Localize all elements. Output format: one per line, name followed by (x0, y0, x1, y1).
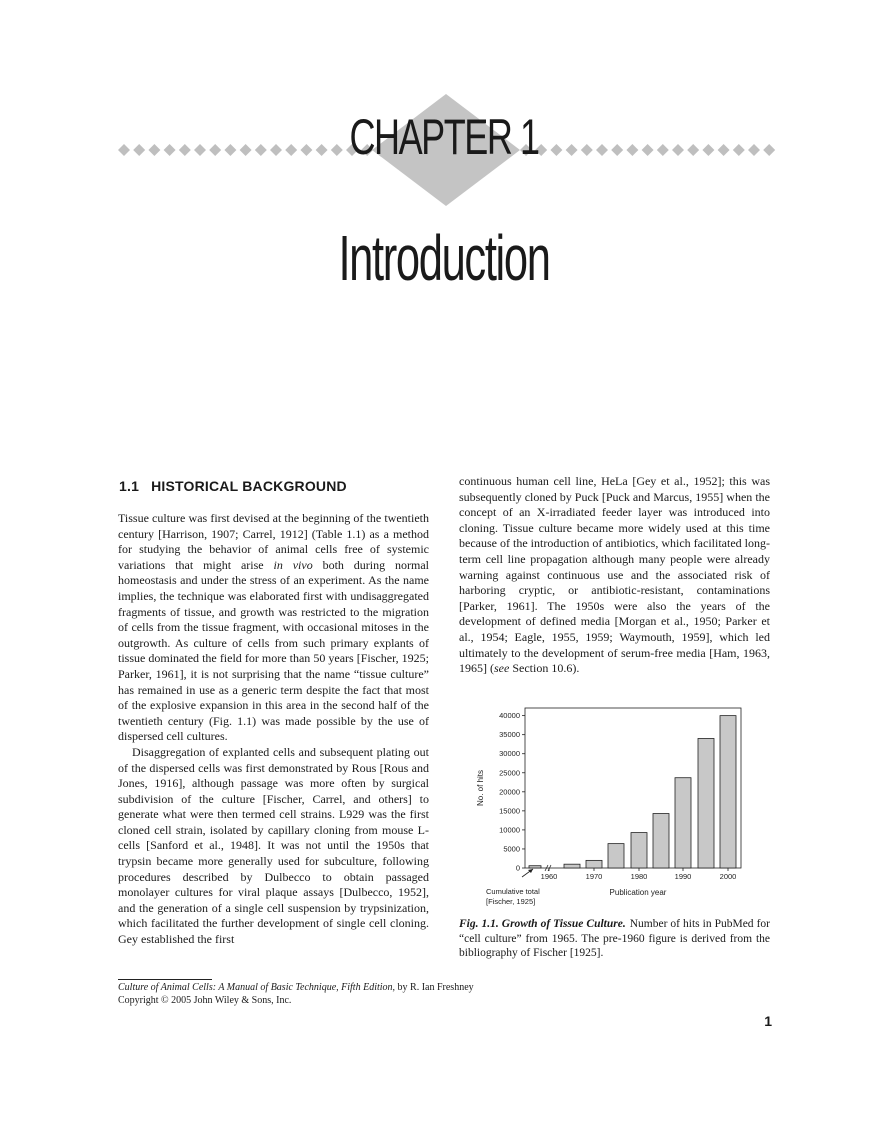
figure-caption-text: Number of hits in PubMed for “cell culture” from 1965. The pre-1960 figure is derived from the bibliography of Fischer [1925]. (459, 918, 770, 959)
y-tick-label: 10000 (499, 825, 520, 835)
y-tick-label: 25000 (499, 768, 520, 778)
x-tick-label: 1980 (630, 872, 648, 881)
right-column (459, 474, 770, 677)
x-tick-label: 1960 (540, 872, 558, 881)
chapter-label: CHAPTER 1 (349, 109, 539, 165)
figure-1-1-chart (473, 702, 773, 917)
y-tick-label: 15000 (499, 806, 520, 816)
x-tick-label: 1970 (585, 872, 603, 881)
annotation-line: Cumulative total (486, 887, 540, 896)
figure-label: Fig. 1.1. Growth of Tissue Culture. (459, 918, 626, 930)
y-tick-label: 20000 (499, 787, 520, 797)
section-heading (119, 478, 347, 494)
footnote-rule (118, 979, 212, 980)
chapter-title: Introduction (338, 222, 550, 294)
figure-caption (459, 917, 770, 961)
y-tick-label: 30000 (499, 749, 520, 759)
bar (586, 860, 602, 868)
bar (720, 716, 736, 868)
x-tick-label: 1990 (674, 872, 692, 881)
paragraph: continuous human cell line, HeLa [Gey et al., 1952]; this was subsequently cloned by Puck [Puck and Marcus, 1955] when the concept of an X-irradiated feeder layer was introduced into cloning. Tissue culture became more widely used at this time because of the introduction of antibiotics, which facilitated long-term cell line propagation although many people were already warning against continuous use and the associated risk of harboring cryptic, or antibiotic-resistant, contaminations [Parker, 1961]. The 1950s were also the years of the development of defined media [Morgan et al., 1950; Parker et al., 1954; Eagle, 1955, 1959; Waymouth, 1959], which led ultimately to the development of serum-free media [Ham, 1963, 1965] (see Section 10.6). (459, 474, 770, 676)
book-title: Culture of Animal Cells: A Manual of Basic Technique, Fifth Edition, (118, 982, 396, 993)
paragraph: Disaggregation of explanted cells and subsequent plating out of the dispersed cells was first demonstrated by Rous [Rous and Jones, 1916], although passage was more often by surgical subdivision of the culture [Fischer, Carrel, and others] to generate what were then termed cell strains. L929 was the first cloned cell strain, isolated by capillary cloning from mouse L-cells [Sanford et al., 1948]. It was not until the 1950s that trypsin became more generally used for subculture, following procedures described by Dulbecco to obtain passaged monolayer cultures for viral plaque assays [Dulbecco, 1952], and the generation of a single cell suspension by trypsinization, which facilitated the further development of single cell cloning. Gey established the first (118, 744, 429, 947)
copyright: Copyright © 2005 John Wiley & Sons, Inc. (118, 994, 292, 1006)
section-number: 1.1 (119, 478, 140, 494)
y-tick-label: 0 (515, 863, 520, 873)
bar (698, 738, 714, 868)
bar (529, 866, 541, 868)
page-number: 1 (764, 1013, 772, 1029)
x-axis-label: Publication year (609, 888, 667, 897)
y-axis-label: No. of hits (476, 769, 485, 807)
left-column (118, 511, 429, 948)
bar (653, 814, 669, 868)
y-tick-label: 5000 (503, 844, 520, 854)
bar (675, 778, 691, 868)
bar (631, 833, 647, 868)
book-author: by R. Ian Freshney (395, 982, 474, 993)
x-tick-label: 2000 (719, 872, 737, 881)
bar (564, 864, 580, 868)
y-tick-label: 35000 (499, 730, 520, 740)
ornament-diamond (763, 144, 775, 156)
footnote (118, 982, 618, 1007)
section-title: HISTORICAL BACKGROUND (151, 478, 347, 494)
y-tick-label: 40000 (499, 711, 520, 721)
bar (608, 844, 624, 868)
annotation-line: [Fischer, 1925] (486, 897, 536, 906)
paragraph: Tissue culture was first devised at the beginning of the twentieth century [Harrison, 1907; Carrel, 1912] (Table 1.1) as a method for studying the behavior of animal cells free of systemic variations that might arise in vivo both during normal homeostasis and under the stress of an experiment. As the name implies, the technique was elaborated first with undisaggregated fragments of tissue, and growth was restricted to the migration of cells from the tissue fragment, with occasional mitoses in the outgrowth. As culture of cells from such primary explants of tissue dominated the field for more than 50 years [Fischer, 1925; Parker, 1961], it is not surprising that the name “tissue culture” has remained in use as a generic term despite the fact that most of the explosive expansion in this area in the second half of the twentieth century (Fig. 1.1) was made possible by the use of dispersed cell cultures. (118, 511, 429, 744)
